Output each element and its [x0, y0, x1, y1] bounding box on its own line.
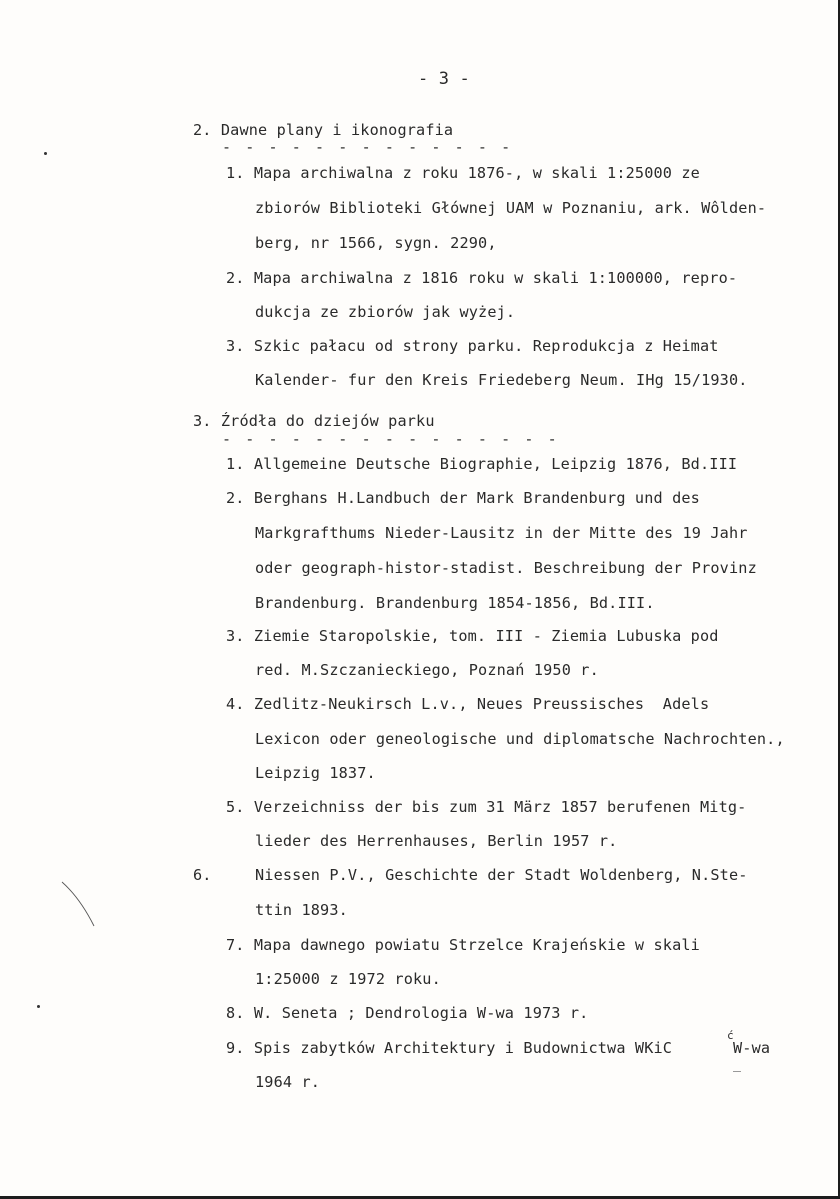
list-item-line: 8. W. Seneta ; Dendrologia W-wa 1973 r.: [226, 1004, 589, 1022]
list-item-line: lieder des Herrenhauses, Berlin 1957 r.: [255, 832, 618, 850]
list-item-line: 5. Verzeichniss der bis zum 31 März 1857 berufenen Mitg-: [226, 798, 747, 816]
list-item-line: Niessen P.V., Geschichte der Stadt Woldenberg, N.Ste-: [255, 866, 748, 884]
list-item-line: ttin 1893.: [255, 901, 348, 919]
list-item-line: 7. Mapa dawnego powiatu Strzelce Krajeńskie w skali: [226, 936, 700, 954]
section-underline: - - - - - - - - - - - - - - -: [222, 430, 560, 448]
list-item-line: 1. Mapa archiwalna z roku 1876-, w skali 1:25000 ze: [226, 164, 700, 182]
list-item-line: zbiorów Biblioteki Głównej UAM w Poznaniu, ark. Wôlden-: [255, 199, 767, 217]
list-item-line: berg, nr 1566, sygn. 2290,: [255, 234, 497, 252]
page-number: - 3 -: [418, 69, 470, 89]
list-item-line: dukcja ze zbiorów jak wyżej.: [255, 303, 516, 321]
list-item-line: W-wa: [733, 1039, 771, 1057]
handwritten-accent-mark: ć: [727, 1029, 734, 1042]
list-item-line: red. M.Szczanieckiego, Poznań 1950 r.: [255, 661, 599, 679]
list-item-number: 6.: [193, 866, 212, 884]
scan-speck: [733, 1071, 741, 1072]
section-heading-dawne-plany: 2. Dawne plany i ikonografia: [193, 121, 454, 139]
list-item-line: 3. Ziemie Staropolskie, tom. III - Ziemia Lubuska pod: [226, 627, 719, 645]
section-underline: - - - - - - - - - - - - -: [222, 138, 513, 156]
list-item-line: 1. Allgemeine Deutsche Biographie, Leipzig 1876, Bd.III: [226, 455, 738, 473]
list-item-line: 2. Mapa archiwalna z 1816 roku w skali 1:100000, repro-: [226, 269, 738, 287]
list-item-line: Brandenburg. Brandenburg 1854-1856, Bd.III.: [255, 594, 655, 612]
list-item-line: oder geograph-histor-stadist. Beschreibung der Provinz: [255, 559, 757, 577]
section-heading-zrodla: 3. Źródła do dziejów parku: [193, 412, 435, 430]
list-item-line: Markgrafthums Nieder-Lausitz in der Mitte des 19 Jahr: [255, 524, 748, 542]
list-item-line: 2. Berghans H.Landbuch der Mark Brandenburg und des: [226, 489, 700, 507]
list-item-line: Leipzig 1837.: [255, 764, 376, 782]
list-item-line: 3. Szkic pałacu od strony parku. Reprodukcja z Heimat: [226, 337, 719, 355]
list-item-line: Kalender- fur den Kreis Friedeberg Neum. IHg 15/1930.: [255, 371, 748, 389]
scan-speck: [37, 1005, 40, 1008]
scan-speck: [44, 152, 47, 155]
list-item-line: 4. Zedlitz-Neukirsch L.v., Neues Preussisches Adels: [226, 695, 710, 713]
scan-pen-stroke: [60, 880, 100, 930]
list-item-line: 9. Spis zabytków Architektury i Budownictwa WKiC: [226, 1039, 673, 1057]
list-item-line: Lexicon oder geneologische und diplomatsche Nachrochten.,: [255, 730, 785, 748]
list-item-line: 1:25000 z 1972 roku.: [255, 970, 441, 988]
list-item-line: 1964 r.: [255, 1073, 321, 1091]
